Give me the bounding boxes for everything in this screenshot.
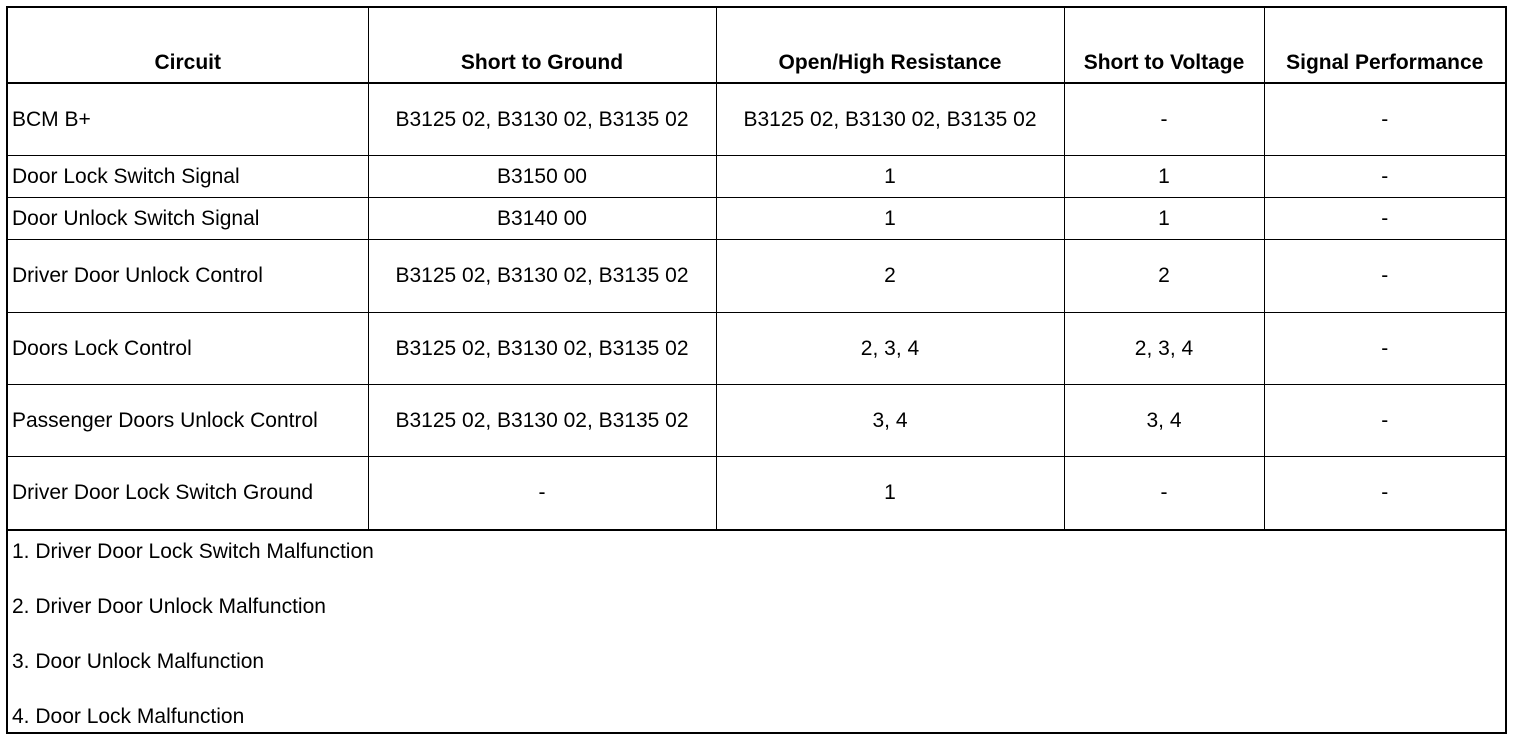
cell-signal-performance: -	[1264, 385, 1505, 457]
cell-open-high-resistance: 2, 3, 4	[716, 313, 1064, 385]
table-row	[8, 83, 1505, 156]
cell-short-to-voltage: 2	[1064, 240, 1264, 313]
cell-short-to-ground: B3125 02, B3130 02, B3135 02	[368, 240, 716, 313]
cell-circuit: Driver Door Lock Switch Ground	[8, 457, 368, 530]
cell-signal-performance: -	[1264, 83, 1505, 156]
cell-circuit: Door Unlock Switch Signal	[8, 198, 368, 240]
cell-short-to-voltage: 1	[1064, 198, 1264, 240]
cell-open-high-resistance: 3, 4	[716, 385, 1064, 457]
table-row	[8, 457, 1505, 530]
circuit-diagnostic-table	[8, 8, 1505, 530]
cell-circuit: Door Lock Switch Signal	[8, 156, 368, 198]
cell-short-to-ground: B3140 00	[368, 198, 716, 240]
cell-short-to-voltage: -	[1064, 457, 1264, 530]
cell-signal-performance: -	[1264, 457, 1505, 530]
table-row	[8, 198, 1505, 240]
cell-short-to-voltage: 1	[1064, 156, 1264, 198]
cell-signal-performance: -	[1264, 156, 1505, 198]
cell-short-to-ground: B3125 02, B3130 02, B3135 02	[368, 83, 716, 156]
cell-open-high-resistance: 1	[716, 198, 1064, 240]
footnotes	[8, 530, 1505, 732]
diagnostic-document	[6, 6, 1507, 734]
header-row	[8, 8, 1505, 83]
cell-open-high-resistance: 1	[716, 156, 1064, 198]
footnote-4: 4. Door Lock Malfunction	[12, 705, 245, 728]
cell-open-high-resistance: 2	[716, 240, 1064, 313]
header-circuit: Circuit	[8, 8, 368, 83]
table-body	[8, 83, 1505, 530]
cell-circuit: Driver Door Unlock Control	[8, 240, 368, 313]
table-row	[8, 240, 1505, 313]
footnote-2: 2. Driver Door Unlock Malfunction	[12, 595, 326, 618]
cell-signal-performance: -	[1264, 198, 1505, 240]
table-row	[8, 156, 1505, 198]
cell-circuit: BCM B+	[8, 83, 368, 156]
cell-open-high-resistance: 1	[716, 457, 1064, 530]
cell-short-to-voltage: -	[1064, 83, 1264, 156]
cell-circuit: Doors Lock Control	[8, 313, 368, 385]
cell-signal-performance: -	[1264, 240, 1505, 313]
footnote-3: 3. Door Unlock Malfunction	[12, 650, 265, 673]
cell-open-high-resistance: B3125 02, B3130 02, B3135 02	[716, 83, 1064, 156]
cell-short-to-voltage: 2, 3, 4	[1064, 313, 1264, 385]
cell-short-to-voltage: 3, 4	[1064, 385, 1264, 457]
cell-signal-performance: -	[1264, 313, 1505, 385]
cell-short-to-ground: B3125 02, B3130 02, B3135 02	[368, 385, 716, 457]
cell-short-to-ground: B3150 00	[368, 156, 716, 198]
header-short-to-ground: Short to Ground	[368, 8, 716, 83]
cell-short-to-ground: -	[368, 457, 716, 530]
footnote-1: 1. Driver Door Lock Switch Malfunction	[12, 540, 374, 563]
table-header	[8, 8, 1505, 83]
cell-short-to-ground: B3125 02, B3130 02, B3135 02	[368, 313, 716, 385]
header-short-to-voltage: Short to Voltage	[1064, 8, 1264, 83]
header-signal-performance: Signal Performance	[1264, 8, 1505, 83]
table-row	[8, 313, 1505, 385]
table-row	[8, 385, 1505, 457]
cell-circuit: Passenger Doors Unlock Control	[8, 385, 368, 457]
header-open-high-resistance: Open/High Resistance	[716, 8, 1064, 83]
